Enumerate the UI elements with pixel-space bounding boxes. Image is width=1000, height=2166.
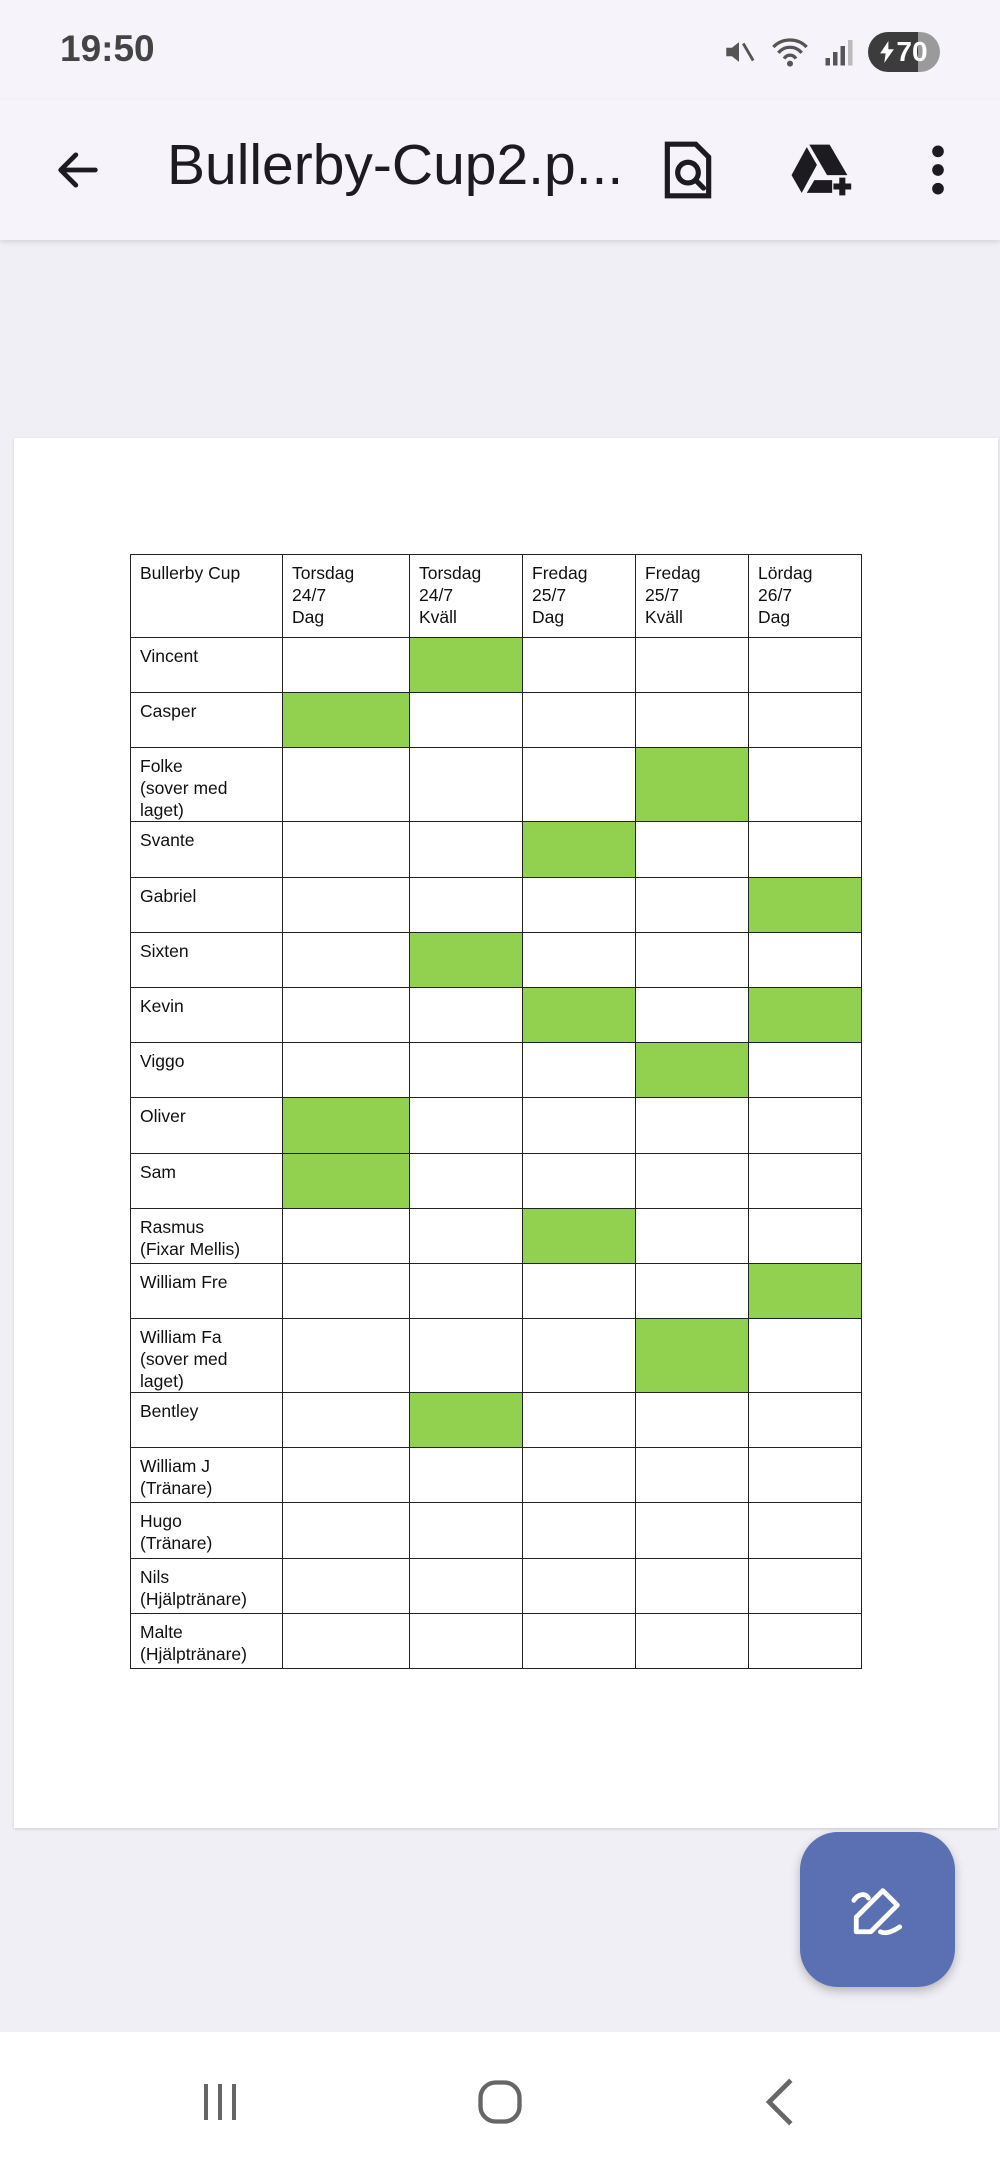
assigned-cell bbox=[749, 987, 862, 1042]
system-back-button[interactable] bbox=[740, 2062, 820, 2142]
annotate-pen-icon bbox=[849, 1881, 907, 1939]
person-name-cell: Kevin bbox=[131, 987, 283, 1042]
empty-cell bbox=[749, 1319, 862, 1393]
table-row bbox=[131, 693, 862, 748]
empty-cell bbox=[749, 1043, 862, 1098]
person-name-cell: Nils (Hjälptränare) bbox=[131, 1558, 283, 1613]
empty-cell bbox=[410, 877, 523, 932]
empty-cell bbox=[749, 693, 862, 748]
column-header: Torsdag 24/7 Kväll bbox=[410, 555, 523, 638]
signal-icon bbox=[824, 37, 854, 67]
table-row bbox=[131, 932, 862, 987]
empty-cell bbox=[283, 932, 410, 987]
empty-cell bbox=[410, 822, 523, 877]
empty-cell bbox=[749, 638, 862, 693]
empty-cell bbox=[410, 1208, 523, 1263]
empty-cell bbox=[523, 1319, 636, 1393]
person-name-cell: Viggo bbox=[131, 1043, 283, 1098]
empty-cell bbox=[523, 1263, 636, 1318]
person-name-cell: Rasmus (Fixar Mellis) bbox=[131, 1208, 283, 1263]
battery-level: 70 bbox=[896, 36, 928, 67]
empty-cell bbox=[410, 693, 523, 748]
assigned-cell bbox=[523, 822, 636, 877]
column-header: Fredag 25/7 Kväll bbox=[636, 555, 749, 638]
empty-cell bbox=[523, 1503, 636, 1558]
empty-cell bbox=[283, 1319, 410, 1393]
schedule-table bbox=[130, 554, 862, 1669]
empty-cell bbox=[283, 1043, 410, 1098]
add-to-drive-button[interactable] bbox=[782, 130, 862, 210]
navigation-bar bbox=[0, 2032, 1000, 2166]
table-row bbox=[131, 822, 862, 877]
person-name-cell: Oliver bbox=[131, 1098, 283, 1153]
empty-cell bbox=[749, 1558, 862, 1613]
empty-cell bbox=[283, 1613, 410, 1668]
add-to-drive-icon bbox=[789, 142, 855, 198]
empty-cell bbox=[636, 1503, 749, 1558]
person-name-cell: Sam bbox=[131, 1153, 283, 1208]
empty-cell bbox=[636, 1208, 749, 1263]
more-options-button[interactable] bbox=[898, 130, 978, 210]
empty-cell bbox=[523, 638, 636, 693]
empty-cell bbox=[749, 1448, 862, 1503]
back-button[interactable] bbox=[38, 130, 118, 210]
wifi-icon bbox=[770, 35, 810, 69]
battery-indicator bbox=[868, 32, 940, 72]
table-row bbox=[131, 877, 862, 932]
empty-cell bbox=[636, 932, 749, 987]
empty-cell bbox=[283, 1558, 410, 1613]
recent-apps-icon bbox=[196, 2078, 244, 2126]
empty-cell bbox=[283, 748, 410, 822]
table-row bbox=[131, 1043, 862, 1098]
empty-cell bbox=[283, 1503, 410, 1558]
empty-cell bbox=[636, 1098, 749, 1153]
table-row bbox=[131, 1393, 862, 1448]
home-button[interactable] bbox=[460, 2062, 540, 2142]
app-bar bbox=[0, 100, 1000, 240]
empty-cell bbox=[283, 1208, 410, 1263]
empty-cell bbox=[523, 1448, 636, 1503]
empty-cell bbox=[523, 1613, 636, 1668]
empty-cell bbox=[410, 987, 523, 1042]
empty-cell bbox=[410, 1153, 523, 1208]
table-row bbox=[131, 987, 862, 1042]
empty-cell bbox=[636, 1558, 749, 1613]
empty-cell bbox=[749, 1098, 862, 1153]
column-header: Torsdag 24/7 Dag bbox=[283, 555, 410, 638]
charging-bolt-icon bbox=[880, 41, 894, 63]
recent-apps-button[interactable] bbox=[180, 2062, 260, 2142]
empty-cell bbox=[636, 1613, 749, 1668]
empty-cell bbox=[410, 1263, 523, 1318]
person-name-cell: Hugo (Tränare) bbox=[131, 1503, 283, 1558]
person-name-cell: Vincent bbox=[131, 638, 283, 693]
empty-cell bbox=[636, 1153, 749, 1208]
person-name-cell: William Fre bbox=[131, 1263, 283, 1318]
back-arrow-icon bbox=[52, 144, 104, 196]
table-row bbox=[131, 1613, 862, 1668]
empty-cell bbox=[410, 1098, 523, 1153]
table-body bbox=[131, 638, 862, 1669]
empty-cell bbox=[749, 748, 862, 822]
empty-cell bbox=[410, 1319, 523, 1393]
empty-cell bbox=[410, 1503, 523, 1558]
empty-cell bbox=[749, 1393, 862, 1448]
empty-cell bbox=[410, 1613, 523, 1668]
assigned-cell bbox=[410, 1393, 523, 1448]
person-name-cell: William J (Tränare) bbox=[131, 1448, 283, 1503]
status-time: 19:50 bbox=[60, 28, 155, 69]
table-row bbox=[131, 1558, 862, 1613]
empty-cell bbox=[523, 1153, 636, 1208]
empty-cell bbox=[523, 693, 636, 748]
status-icons bbox=[722, 30, 940, 74]
empty-cell bbox=[523, 932, 636, 987]
empty-cell bbox=[283, 1448, 410, 1503]
table-title-cell: Bullerby Cup bbox=[131, 555, 283, 638]
empty-cell bbox=[636, 1393, 749, 1448]
person-name-cell: Svante bbox=[131, 822, 283, 877]
table-row bbox=[131, 1153, 862, 1208]
person-name-cell: William Fa (sover med laget) bbox=[131, 1319, 283, 1393]
person-name-cell: Sixten bbox=[131, 932, 283, 987]
empty-cell bbox=[523, 1393, 636, 1448]
empty-cell bbox=[283, 987, 410, 1042]
empty-cell bbox=[636, 1263, 749, 1318]
table-row bbox=[131, 1208, 862, 1263]
home-icon bbox=[474, 2076, 526, 2128]
empty-cell bbox=[283, 1263, 410, 1318]
assigned-cell bbox=[283, 693, 410, 748]
person-name-cell: Casper bbox=[131, 693, 283, 748]
assigned-cell bbox=[523, 1208, 636, 1263]
assigned-cell bbox=[410, 932, 523, 987]
person-name-cell: Bentley bbox=[131, 1393, 283, 1448]
empty-cell bbox=[410, 748, 523, 822]
assigned-cell bbox=[636, 1319, 749, 1393]
empty-cell bbox=[410, 1558, 523, 1613]
empty-cell bbox=[749, 1153, 862, 1208]
assigned-cell bbox=[749, 877, 862, 932]
column-header: Fredag 25/7 Dag bbox=[523, 555, 636, 638]
assigned-cell bbox=[283, 1098, 410, 1153]
empty-cell bbox=[523, 877, 636, 932]
empty-cell bbox=[283, 877, 410, 932]
find-in-document-icon bbox=[661, 139, 715, 201]
empty-cell bbox=[523, 1043, 636, 1098]
person-name-cell: Gabriel bbox=[131, 877, 283, 932]
more-vert-icon bbox=[928, 142, 948, 198]
empty-cell bbox=[749, 1208, 862, 1263]
empty-cell bbox=[749, 1613, 862, 1668]
assigned-cell bbox=[636, 1043, 749, 1098]
document-title: Bullerby-Cup2.p... bbox=[167, 133, 624, 197]
assigned-cell bbox=[636, 748, 749, 822]
empty-cell bbox=[410, 1448, 523, 1503]
find-in-document-button[interactable] bbox=[648, 130, 728, 210]
person-name-cell: Malte (Hjälptränare) bbox=[131, 1613, 283, 1668]
back-icon bbox=[758, 2076, 802, 2128]
status-bar bbox=[0, 0, 1000, 100]
table-row bbox=[131, 1098, 862, 1153]
empty-cell bbox=[636, 638, 749, 693]
assigned-cell bbox=[749, 1263, 862, 1318]
assigned-cell bbox=[283, 1153, 410, 1208]
empty-cell bbox=[410, 1043, 523, 1098]
empty-cell bbox=[283, 1393, 410, 1448]
table-row bbox=[131, 1263, 862, 1318]
empty-cell bbox=[749, 932, 862, 987]
table-row bbox=[131, 638, 862, 693]
annotate-button[interactable] bbox=[800, 1832, 955, 1987]
person-name-cell: Folke (sover med laget) bbox=[131, 748, 283, 822]
empty-cell bbox=[283, 822, 410, 877]
table-header-row bbox=[131, 555, 862, 638]
column-header: Lördag 26/7 Dag bbox=[749, 555, 862, 638]
empty-cell bbox=[523, 748, 636, 822]
table-row bbox=[131, 748, 862, 822]
table-row bbox=[131, 1448, 862, 1503]
empty-cell bbox=[636, 1448, 749, 1503]
mute-icon bbox=[722, 35, 756, 69]
assigned-cell bbox=[523, 987, 636, 1042]
empty-cell bbox=[749, 822, 862, 877]
empty-cell bbox=[749, 1503, 862, 1558]
empty-cell bbox=[523, 1098, 636, 1153]
empty-cell bbox=[636, 822, 749, 877]
table-row bbox=[131, 1319, 862, 1393]
empty-cell bbox=[636, 877, 749, 932]
empty-cell bbox=[523, 1558, 636, 1613]
table-row bbox=[131, 1503, 862, 1558]
assigned-cell bbox=[410, 638, 523, 693]
document-page bbox=[14, 438, 998, 1828]
empty-cell bbox=[283, 638, 410, 693]
empty-cell bbox=[636, 693, 749, 748]
empty-cell bbox=[636, 987, 749, 1042]
